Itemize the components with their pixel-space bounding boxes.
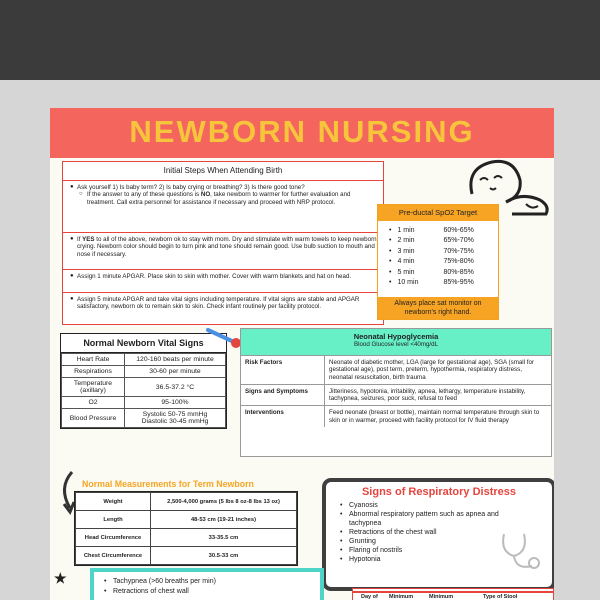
hypoglycemia-header: Neonatal Hypoglycemia Blood Glucose level <40mg/dL [241, 329, 551, 355]
table-row: O2 95-100% [62, 397, 226, 409]
table-row: Chest Circumference 30.5-33 cm [76, 547, 297, 565]
spo2-header: Pre-ductal SpO2 Target [378, 205, 498, 221]
table-row: • 1 min 60%-65% [389, 226, 474, 234]
table-row: Signs and Symptoms Jitteriness, hypotonia, irritability, apnea, lethargy, temperature instability, tachypnea, seizures, poor suck, refusal to feed [241, 384, 551, 406]
bullet-icon: ● [70, 273, 74, 279]
list-item: • Hypotonia [340, 556, 381, 563]
list-item: • Grunting [340, 538, 376, 545]
measurements-box [74, 491, 298, 566]
spo2-target-box [377, 204, 499, 320]
vital-signs-table [61, 353, 226, 428]
list-item: • Retractions of the chest wall [340, 529, 437, 536]
initial-step-3: ● Assign 1 minute APGAR. Place skin to skin with mother. Cover with warm blankets and hat on head. [63, 270, 383, 293]
table-row: • 10 min 85%-95% [389, 279, 474, 287]
list-item: • Retractions of chest wall [104, 587, 189, 595]
table-row: • 5 min 80%-85% [389, 268, 474, 276]
teal-signs-box [90, 568, 324, 600]
table-row: Respirations 30-60 per minute [62, 366, 226, 378]
thermometer-icon [204, 324, 244, 350]
initial-steps-header: Initial Steps When Attending Birth [63, 162, 383, 181]
stethoscope-icon [498, 530, 544, 574]
newborn-nursing-sheet [50, 108, 554, 600]
list-item: • Flaring of nostrils [340, 547, 403, 554]
respiratory-distress-box [322, 478, 554, 591]
vital-signs-header: Normal Newborn Vital Signs [61, 334, 226, 353]
table-row: • 2 min 65%-70% [389, 237, 474, 245]
spo2-table [386, 225, 477, 288]
table-row: Temperature (axillary) 36.5-37.2 °C [62, 378, 226, 397]
vital-signs-box [60, 333, 227, 429]
initial-step-4: ● Assign 5 minute APGAR and take vital signs including temperature. If vital signs are stable and APGAR satisfactory, newborn ok to remain skin to skin. Check infant routinely per facility protocol. [70, 296, 360, 311]
teal-signs-list [104, 577, 320, 596]
spo2-footer: Always place sat monitor on newborn's right hand. [378, 297, 498, 319]
table-row: Length 48-53 cm (19-21 inches) [76, 511, 297, 529]
page-title: NEWBORN NURSING [129, 114, 475, 149]
table-row: Weight 2,500-4,000 grams (5 lbs 8 oz-8 lbs 13 oz) [76, 493, 297, 511]
respiratory-distress-header: Signs of Respiratory Distress [361, 486, 517, 498]
table-row: • 3 min 70%-75% [389, 247, 474, 255]
table-row: • 4 min 75%-80% [389, 258, 474, 266]
list-item: • Tachypnea (>60 breaths per min) [104, 578, 216, 585]
bullet-icon: ● [70, 296, 74, 302]
table-row: Risk Factors Neonate of diabetic mother, LGA (large for gestational age), SGA (small for gestational age), post term, preterm, hypothermia, respiratory distress, neonatal resuscitation, birth trauma [241, 356, 551, 385]
star-icon: ★ [54, 570, 67, 586]
bullet-icon: ● [70, 236, 74, 242]
table-row: Interventions Feed neonate (breast or bottle), maintain normal temperature through skin to skin or in warmer, proceed with facility protocol for IV fluid therapy [241, 406, 551, 427]
table-row: Head Circumference 33-35.5 cm [76, 529, 297, 547]
measurements-table [75, 492, 297, 565]
hypoglycemia-table [241, 355, 551, 427]
initial-steps-box [62, 161, 384, 325]
circle-bullet-icon: ○ [79, 191, 83, 198]
initial-step-1: ● Ask yourself 1) Is baby term? 2) Is baby crying or breathing? 3) Is there good tone? ○ If the answer to any of these questions is NO, take newborn to warmer for further evaluation and treatment. Call extra personnel for assistance if necessary and proceed with NRP protocol. [63, 181, 383, 233]
measurements-title: Normal Measurements for Term Newborn [82, 479, 254, 489]
initial-step-2: ● If YES to all of the above, newborn ok to stay with mom. Dry and stimulate with warm towels to keep newborn crying. Newborn color should begin to turn pink and tone should remain good. Use bulb suction to mouth and nose if necessary. [63, 233, 383, 270]
top-bar [0, 0, 600, 80]
table-row: Heart Rate 120-160 beats per minute [62, 354, 226, 366]
title-banner [50, 108, 554, 158]
bullet-icon: ● [70, 184, 74, 190]
list-item: • Cyanosis [340, 502, 378, 509]
list-item: • Abnormal respiratory pattern such as apnea and tachypnea [340, 511, 499, 527]
stool-table: Day of Minimum Minimum Type of Stool [352, 588, 554, 600]
table-row: Blood Pressure Systolic 50-75 mmHg Diastolic 30-45 mmHg [62, 409, 226, 428]
hypoglycemia-box [240, 328, 552, 457]
